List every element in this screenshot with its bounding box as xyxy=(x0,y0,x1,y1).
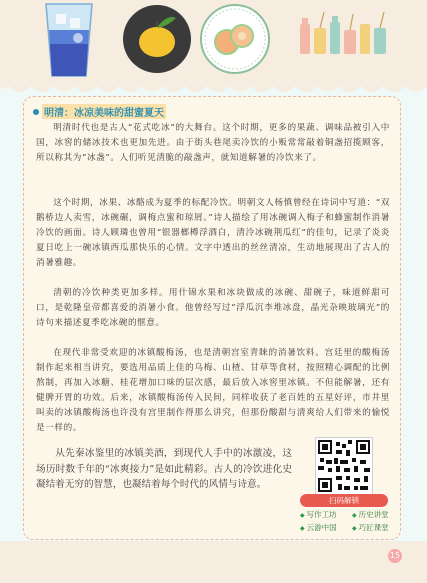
melon-illustration xyxy=(200,4,270,74)
qr-menu-item: ◆ 历史讲堂 xyxy=(352,509,404,520)
paragraph-3: 清朝的冷饮种类更加多样。用什锦水果和冰块做成的冰碗、甜碗子，味道鲜甜可口，是乾隆皇帝都喜爱的消暑小食。他曾经写过“浮瓜沉李堆冰盘，晶光杂映玻璃光”的诗句来描述夏季吃冰碗的惬意。 xyxy=(36,288,390,328)
lemon-illustration xyxy=(122,4,192,74)
footer-band xyxy=(0,541,427,583)
page-number: 15 xyxy=(388,549,402,563)
drink-bottles-illustration xyxy=(298,10,396,56)
closing-paragraph: 从先秦冰鉴里的冰镇美酒，到现代人手中的冰激凌，这场历时数千年的“冰爽接力”是如此精彩。古人的冷饮进化史凝结着无穷的智慧，也凝结着每个时代的风情与诗意。 xyxy=(36,448,292,490)
qr-menu xyxy=(300,509,404,533)
section-heading xyxy=(33,104,166,119)
qr-menu-item: ◆ 云游中国 xyxy=(300,522,352,533)
iced-drink-illustration xyxy=(38,0,100,80)
qr-menu-item: ◆ 写作工坊 xyxy=(300,509,352,520)
paragraph-2: 这个时期，冰果、冰酪成为夏季的标配冷饮。明朝文人杨慎曾经在诗词中写道：“双鹅桥边人卖雪，冰碗碾，调梅点蜜和琼屑。”诗人描绘了用冰碗调入梅子和蜂蜜制作消暑冷饮的画面。诗人顾璘也曾用“银器榔樽浮酒白，清泠冰碗荆瓜红”的佳句，记录了炎炎夏日吃上一碗冰镇西瓜那快乐的心情。文字中透出的丝丝清凉，生动地展现出了古人的消暑雅趣。 xyxy=(36,198,390,268)
section-title: 明清：冰凉美味的甜蜜夏天 xyxy=(42,104,166,119)
qr-code-icon xyxy=(316,438,372,494)
qr-menu-item: ◆ 巧匠课堂 xyxy=(352,522,404,533)
qr-badge: 扫码解锁 xyxy=(300,494,388,507)
paragraph-4: 在现代非常受欢迎的冰镇酸梅汤，也是清朝宫室青睐的消暑饮料。宫廷里的酸梅汤制作起来相当讲究，要选用品质上佳的乌梅、山楂、甘草等食材，按照精心调配的比例熬制，再加入冰糖、桂花增加口味的层次感，最后放入冰窖里冰镇。不但能解暑，还有健脾开胃的功效。后来，冰镇酸梅汤传入民间，同样收获了老百姓的五星好评，市井里叫卖的冰镇酸梅汤也许没有宫里制作得那么讲究，但那份酸甜与清爽给人们带来的愉悦是一样的。 xyxy=(36,348,390,433)
qr-code[interactable] xyxy=(315,437,373,495)
bullet-icon xyxy=(33,109,39,115)
paragraph-1: 明清时代也是古人“花式吃冰”的大舞台。这个时期，更多的果蔬、调味品被引入中国，冰窖的储冰技术也更加先进。由于街头巷尾卖冷饮的小贩常常敲着铜盏招揽顾客，所以称其为“冰盏”。人们听见清脆的敲盏声，就知道解暑的冷饮来了。 xyxy=(36,123,390,163)
